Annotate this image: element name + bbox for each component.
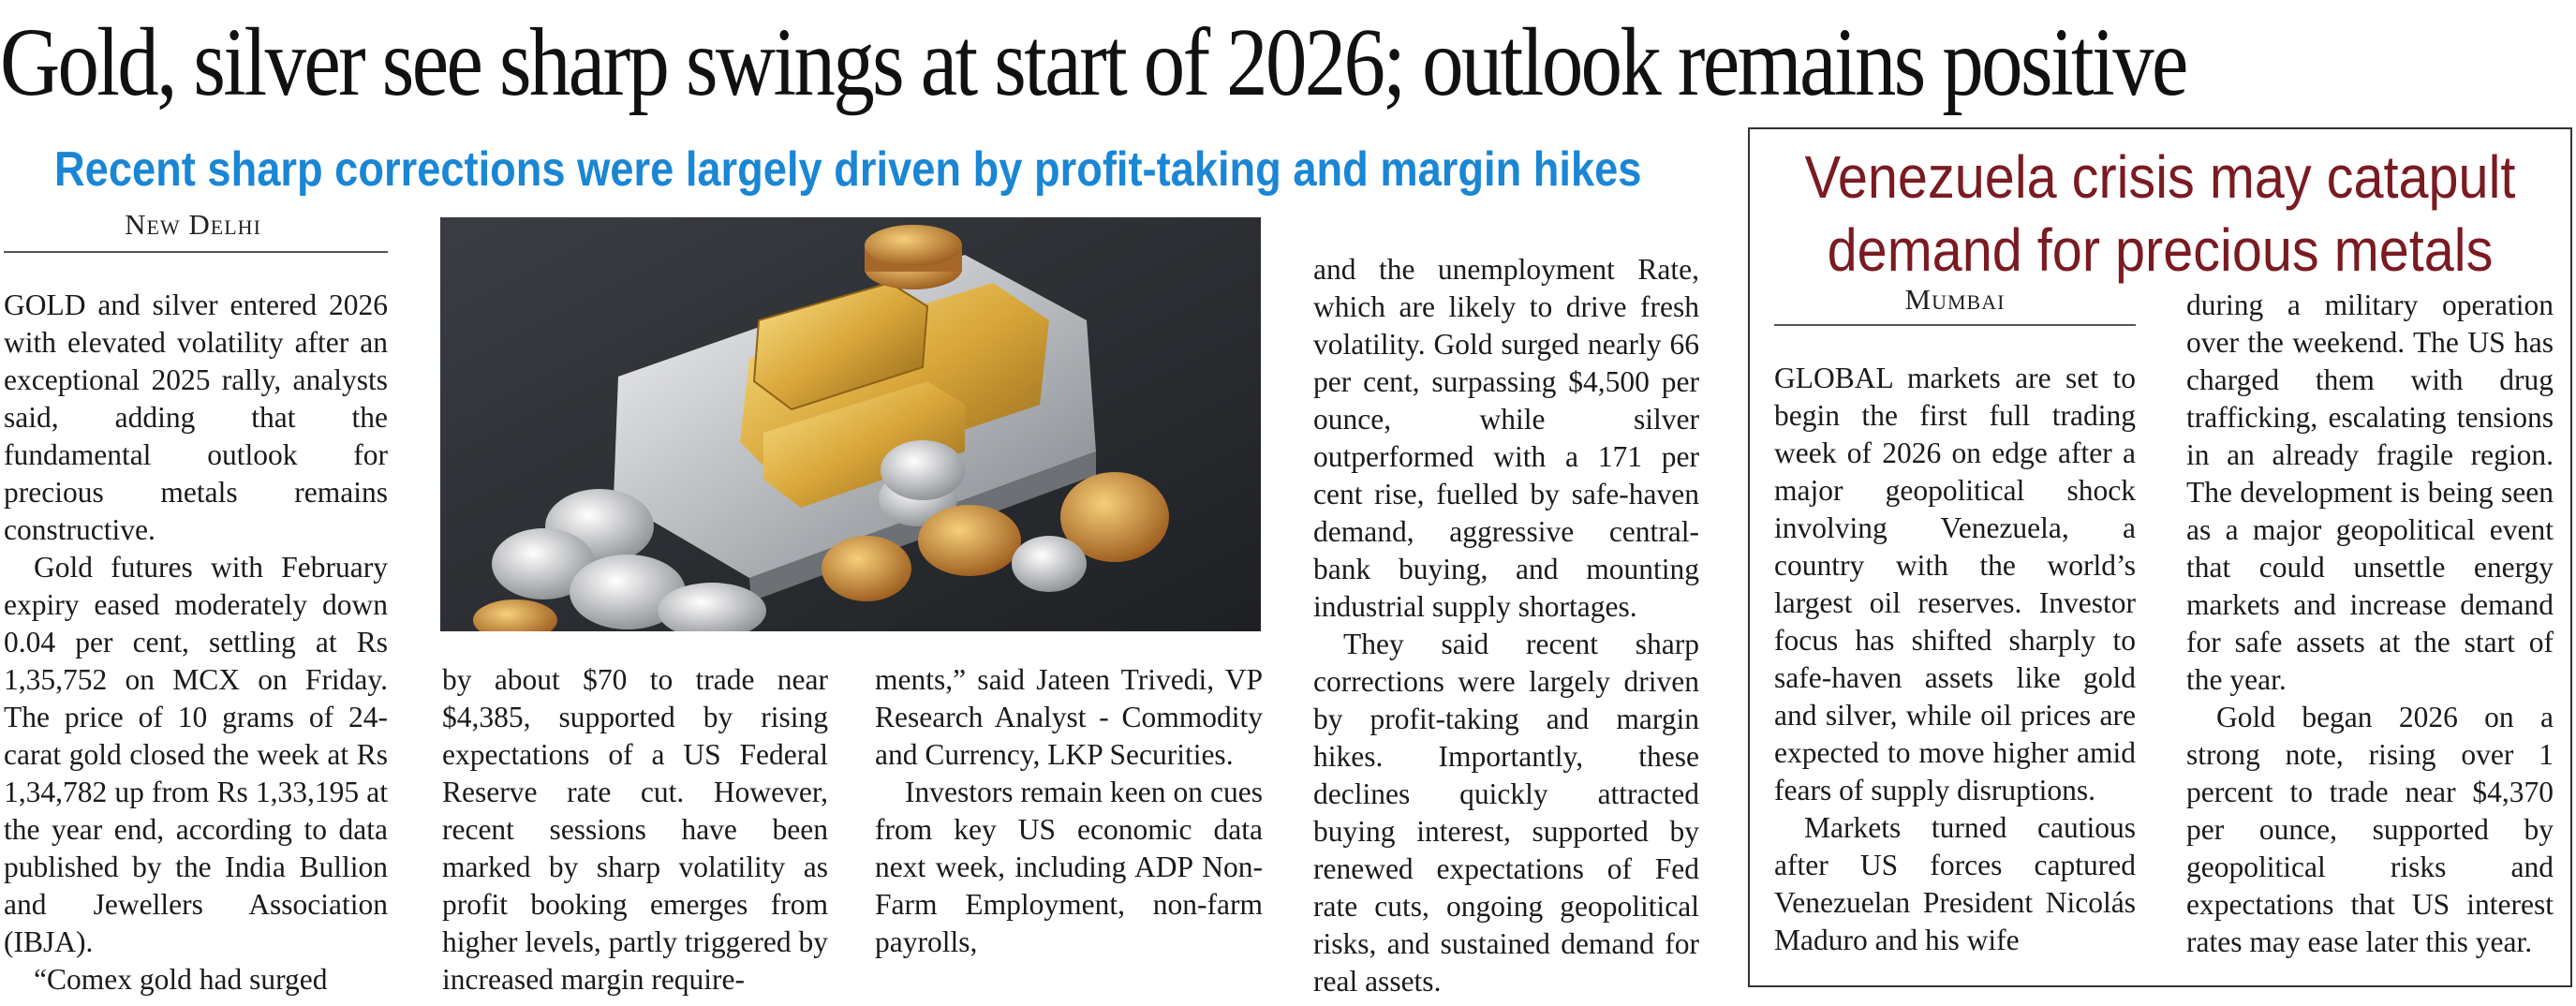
gold-silver-photo: [440, 217, 1261, 631]
paragraph: and the unemployment Rate, which are likely to drive fresh volatility. Gold surged nearly 66 per cent, surpassing $4,500 per ounce, while silver outperformed with a 171 per cent rise, fuelled by safe-haven demand, aggressive central-bank buying, and mounting industrial supply shortages.: [1313, 253, 1699, 623]
sidebar-headline: [1748, 141, 2572, 287]
sidebar-headline-line1: Venezuela crisis may catapult: [1804, 143, 2516, 211]
paragraph: Markets turned cautious after US forces captured Venezuelan President Nicolás Maduro and his wife: [1774, 811, 2136, 956]
paragraph: by about $70 to trade near $4,385, supported by rising expectations of a US Federal Reserve rate cut. However, recent sessions have been marked by sharp volatility as profit booking emerges from higher levels, partly triggered by increased margin require-: [442, 663, 828, 996]
paragraph: Investors remain keen on cues from key US economic data next week, including ADP Non-Farm Employment, non-farm payrolls,: [875, 776, 1263, 958]
paragraph: Gold began 2026 on a strong note, rising over 1 percent to trade near $4,370 per ounce, supported by geopolitical risks and expectations that US interest rates may ease later this year.: [2186, 701, 2554, 958]
sidebar-story-col2: [2186, 287, 2554, 961]
dateline-rule: [1774, 324, 2136, 326]
headline: Gold, silver see sharp swings at start of 2026; outlook remains positive: [0, 8, 2186, 116]
dateline-new-delhi: New Delhi: [125, 208, 261, 241]
main-story-col2: [442, 661, 828, 999]
paragraph: They said recent sharp corrections were largely driven by profit-taking and margin hikes. Importantly, these declines quickly attracted buying interest, supported by renewed expectations of Fed rate cuts, ongoing geopolitical risks, and sustained demand for real assets.: [1313, 628, 1699, 998]
main-story-col3: [875, 661, 1263, 961]
sidebar-story-col1: [1774, 360, 2136, 959]
paragraph: Gold futures with February expiry eased moderately down 0.04 per cent, settling at Rs 1,35,752 on MCX on Friday. The price of 10 grams of 24-carat gold closed the week at Rs 1,34,782 up from Rs 1,33,195 at the year end, according to data published by the India Bullion and Jewellers Association (IBJA).: [4, 551, 388, 958]
paragraph: GOLD and silver entered 2026 with elevated volatility after an exceptional 2025 rally, analysts said, adding that the fundamental outlook for precious metals remains constructive.: [4, 288, 388, 546]
bullion-illustration: [440, 217, 1261, 631]
dateline-rule: [4, 251, 388, 253]
paragraph: GLOBAL markets are set to begin the first full trading week of 2026 on edge after a major geopolitical shock involving Venezuela, a country with the world’s largest oil reserves. Investor focus has shifted sharply to safe-haven assets like gold and silver, while oil prices are expected to move higher amid fears of supply disruptions.: [1774, 362, 2136, 806]
paragraph: “Comex gold had surged: [34, 963, 328, 996]
paragraph: during a military operation over the weekend. The US has charged them with drug trafficking, escalating tensions in an already fragile region. The development is being seen as a major geopolitical event that could unsettle energy markets and increase demand for safe assets at the start of the year.: [2186, 288, 2554, 696]
main-story-col1: [4, 287, 388, 999]
dateline-mumbai: Mumbai: [1904, 283, 2006, 316]
main-story-col4: [1313, 251, 1699, 1000]
subheadline: Recent sharp corrections were largely driven by profit-taking and margin hikes: [54, 142, 1642, 197]
sidebar-headline-line2: demand for precious metals: [1827, 216, 2494, 284]
paragraph: ments,” said Jateen Trivedi, VP Research Analyst - Commodity and Currency, LKP Securities.: [875, 663, 1263, 771]
